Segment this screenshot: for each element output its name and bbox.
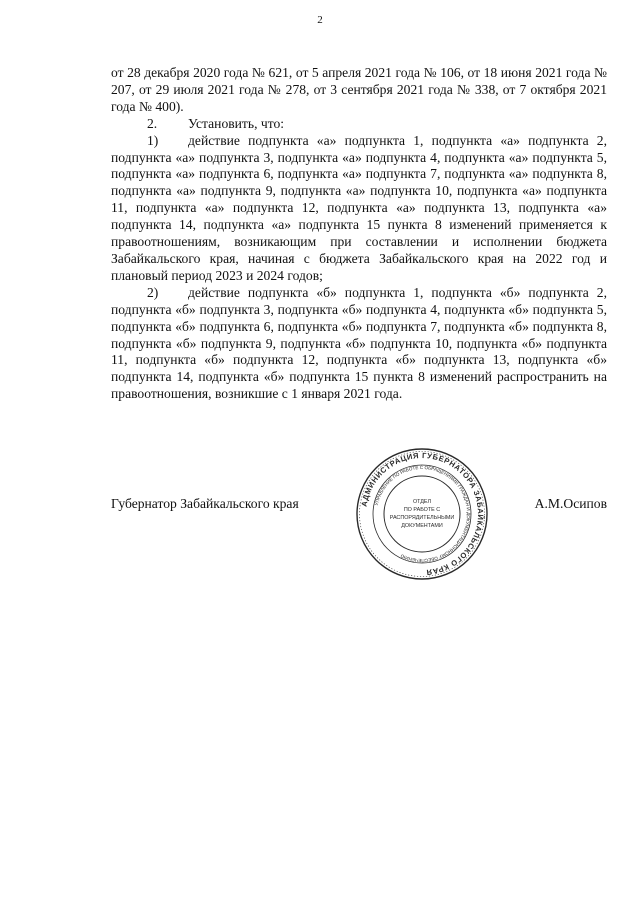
paragraph-item-2 xyxy=(111,116,607,133)
paragraph-continuation xyxy=(111,65,607,116)
item-marker: 2) xyxy=(147,284,159,300)
signatory-name: А.М.Осипов xyxy=(534,496,607,511)
paragraph-text: действие подпункта «б» подпункта 1, подпункта «б» подпункта 2, подпункта «б» подпункта 3, подпункта «б» подпункта 4, подпункта «б» подпункта 5, подпункта «б» подпункта 6, подпункта «б» подпункта 7, подпункта «б» подпункта 8, подпункта «б» подпункта 9, подпункта «б» подпункта 10, подпункта «б» подпункта 11, подпункта «б» подпункта 12, подпункта «б» подпункта 13, подпункта «б» подпункта 14, подпункта «б» подпункта 15 пункта 8 изменений распространить на правоотношения, возникшие с 1 января 2021 года. xyxy=(111,284,607,402)
item-marker: 2. xyxy=(147,115,158,131)
paragraph-text: действие подпункта «а» подпункта 1, подпункта «а» подпункта 2, подпункта «а» подпункта 3, подпункта «а» подпункта 4, подпункта «а» подпункта 5, подпункта «а» подпункта 6, подпункта «а» подпункта 7, подпункта «а» подпункта 8, подпункта «а» подпункта 9, подпункта «а» подпункта 10, подпункта «а» подпункта 11, подпункта «а» подпункта 12, подпункта «а» подпункта 13, подпункта «а» подпункта 14, подпункта «а» подпункта 15 пункта 8 изменений применяется к правоотношениям, возникающим при составлении и исполнении бюджета Забайкальского края, начиная с бюджета Забайкальского края на 2022 год и плановый период 2023 и 2024 годов; xyxy=(111,132,607,283)
page-number: 2 xyxy=(317,14,323,26)
paragraph-text: Установить, что: xyxy=(188,115,285,131)
item-marker: 1) xyxy=(147,132,159,148)
paragraph-text: от 28 декабря 2020 года № 621, от 5 апреля 2021 года № 106, от 18 июня 2021 года № 207, от 29 июля 2021 года № 278, от 3 сентября 2021 года № 338, от 7 октября 2021 года № 400). xyxy=(111,65,607,114)
document-body xyxy=(111,65,607,403)
stamp-center-text xyxy=(390,499,455,529)
svg-text:ДОКУМЕНТАМИ: ДОКУМЕНТАМИ xyxy=(401,523,443,529)
svg-text:ОТДЕЛ: ОТДЕЛ xyxy=(412,499,432,505)
stamp-middle-text: УПРАВЛЕНИЕ ПО РАБОТЕ С ОБРАЩЕНИЯМИ ГРАЖДАН И ДОКУМЕНТАЦИОННОМУ ОБЕСПЕЧЕНИЮ xyxy=(373,464,472,564)
stamp-inner-ring xyxy=(384,476,460,552)
svg-text:РАСПОРЯДИТЕЛЬНЫМИ: РАСПОРЯДИТЕЛЬНЫМИ xyxy=(389,515,455,521)
stamp-outer-text: АДМИНИСТРАЦИЯ ГУБЕРНАТОРА ЗАБАЙКАЛЬСКОГО КРАЯ xyxy=(359,450,486,577)
paragraph-subitem-2 xyxy=(111,285,607,403)
signatory-position: Губернатор Забайкальского края xyxy=(111,496,299,511)
svg-text:ПО РАБОТЕ С: ПО РАБОТЕ С xyxy=(403,507,441,513)
paragraph-subitem-1 xyxy=(111,133,607,285)
official-stamp xyxy=(354,446,490,582)
